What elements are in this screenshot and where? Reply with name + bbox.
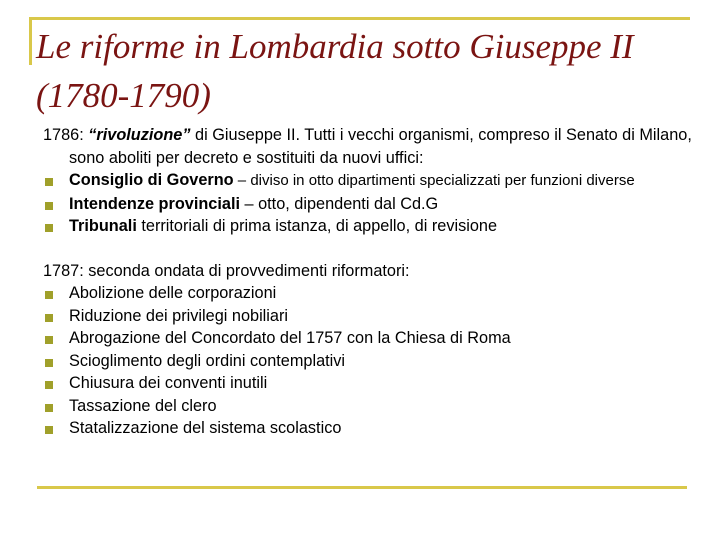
item-bold: Consiglio di Governo (69, 171, 234, 189)
item-text: Abrogazione del Concordato del 1757 con la Chiesa di Roma (69, 329, 511, 347)
square-bullet-icon (45, 224, 53, 232)
section1-highlight: “rivoluzione” (88, 126, 191, 144)
section1-intro (43, 124, 703, 169)
frame-left-line (29, 17, 32, 65)
square-bullet-icon (45, 202, 53, 210)
square-bullet-icon (45, 359, 53, 367)
list-item (43, 327, 703, 350)
item-text: territoriali di prima istanza, di appello, di revisione (136, 217, 498, 235)
square-bullet-icon (45, 291, 53, 299)
item-sep: – (233, 172, 251, 189)
item-text: Tassazione del clero (69, 396, 217, 415)
frame-top-line (29, 17, 690, 20)
list-item (43, 350, 703, 373)
frame-bottom-line (37, 486, 687, 489)
item-text: Riduzione dei privilegi nobiliari (69, 306, 289, 325)
section1-year: 1786: (43, 126, 89, 144)
list-item (43, 282, 703, 305)
item-text: – otto, dipendenti dal Cd.G (240, 194, 439, 213)
square-bullet-icon (45, 404, 53, 412)
item-text: diviso in otto dipartimenti specializzati per funzioni diverse (250, 172, 635, 189)
square-bullet-icon (45, 426, 53, 434)
list-item (43, 395, 703, 418)
square-bullet-icon (45, 381, 53, 389)
slide-title: Le riforme in Lombardia sotto Giuseppe II (1780-1790) (36, 27, 634, 115)
list-item (43, 169, 703, 193)
slide-content (43, 124, 703, 440)
item-text: Statalizzazione del sistema scolastico (69, 419, 342, 437)
item-text: Abolizione delle corporazioni (69, 284, 277, 302)
item-bold: Tribunali (69, 217, 137, 235)
list-item (43, 417, 703, 440)
list-item (43, 193, 703, 216)
square-bullet-icon (45, 178, 53, 186)
item-bold: Intendenze provinciali (69, 194, 240, 213)
item-text: Scioglimento degli ordini contemplativi (69, 351, 346, 370)
square-bullet-icon (45, 336, 53, 344)
section2-list (43, 282, 703, 440)
item-text: Chiusura dei conventi inutili (69, 374, 268, 392)
list-item (43, 215, 703, 238)
section1-list (43, 169, 703, 238)
section2-intro: 1787: seconda ondata di provvedimenti riformatori: (43, 261, 410, 280)
spacer (43, 238, 703, 260)
section1-text: di Giuseppe II. Tutti i vecchi organismi, compreso il Senato di Milano, sono aboliti per decreto e sostituiti da nuovi uffici: (69, 126, 692, 167)
square-bullet-icon (45, 314, 53, 322)
list-item (43, 372, 703, 395)
list-item (43, 305, 703, 328)
